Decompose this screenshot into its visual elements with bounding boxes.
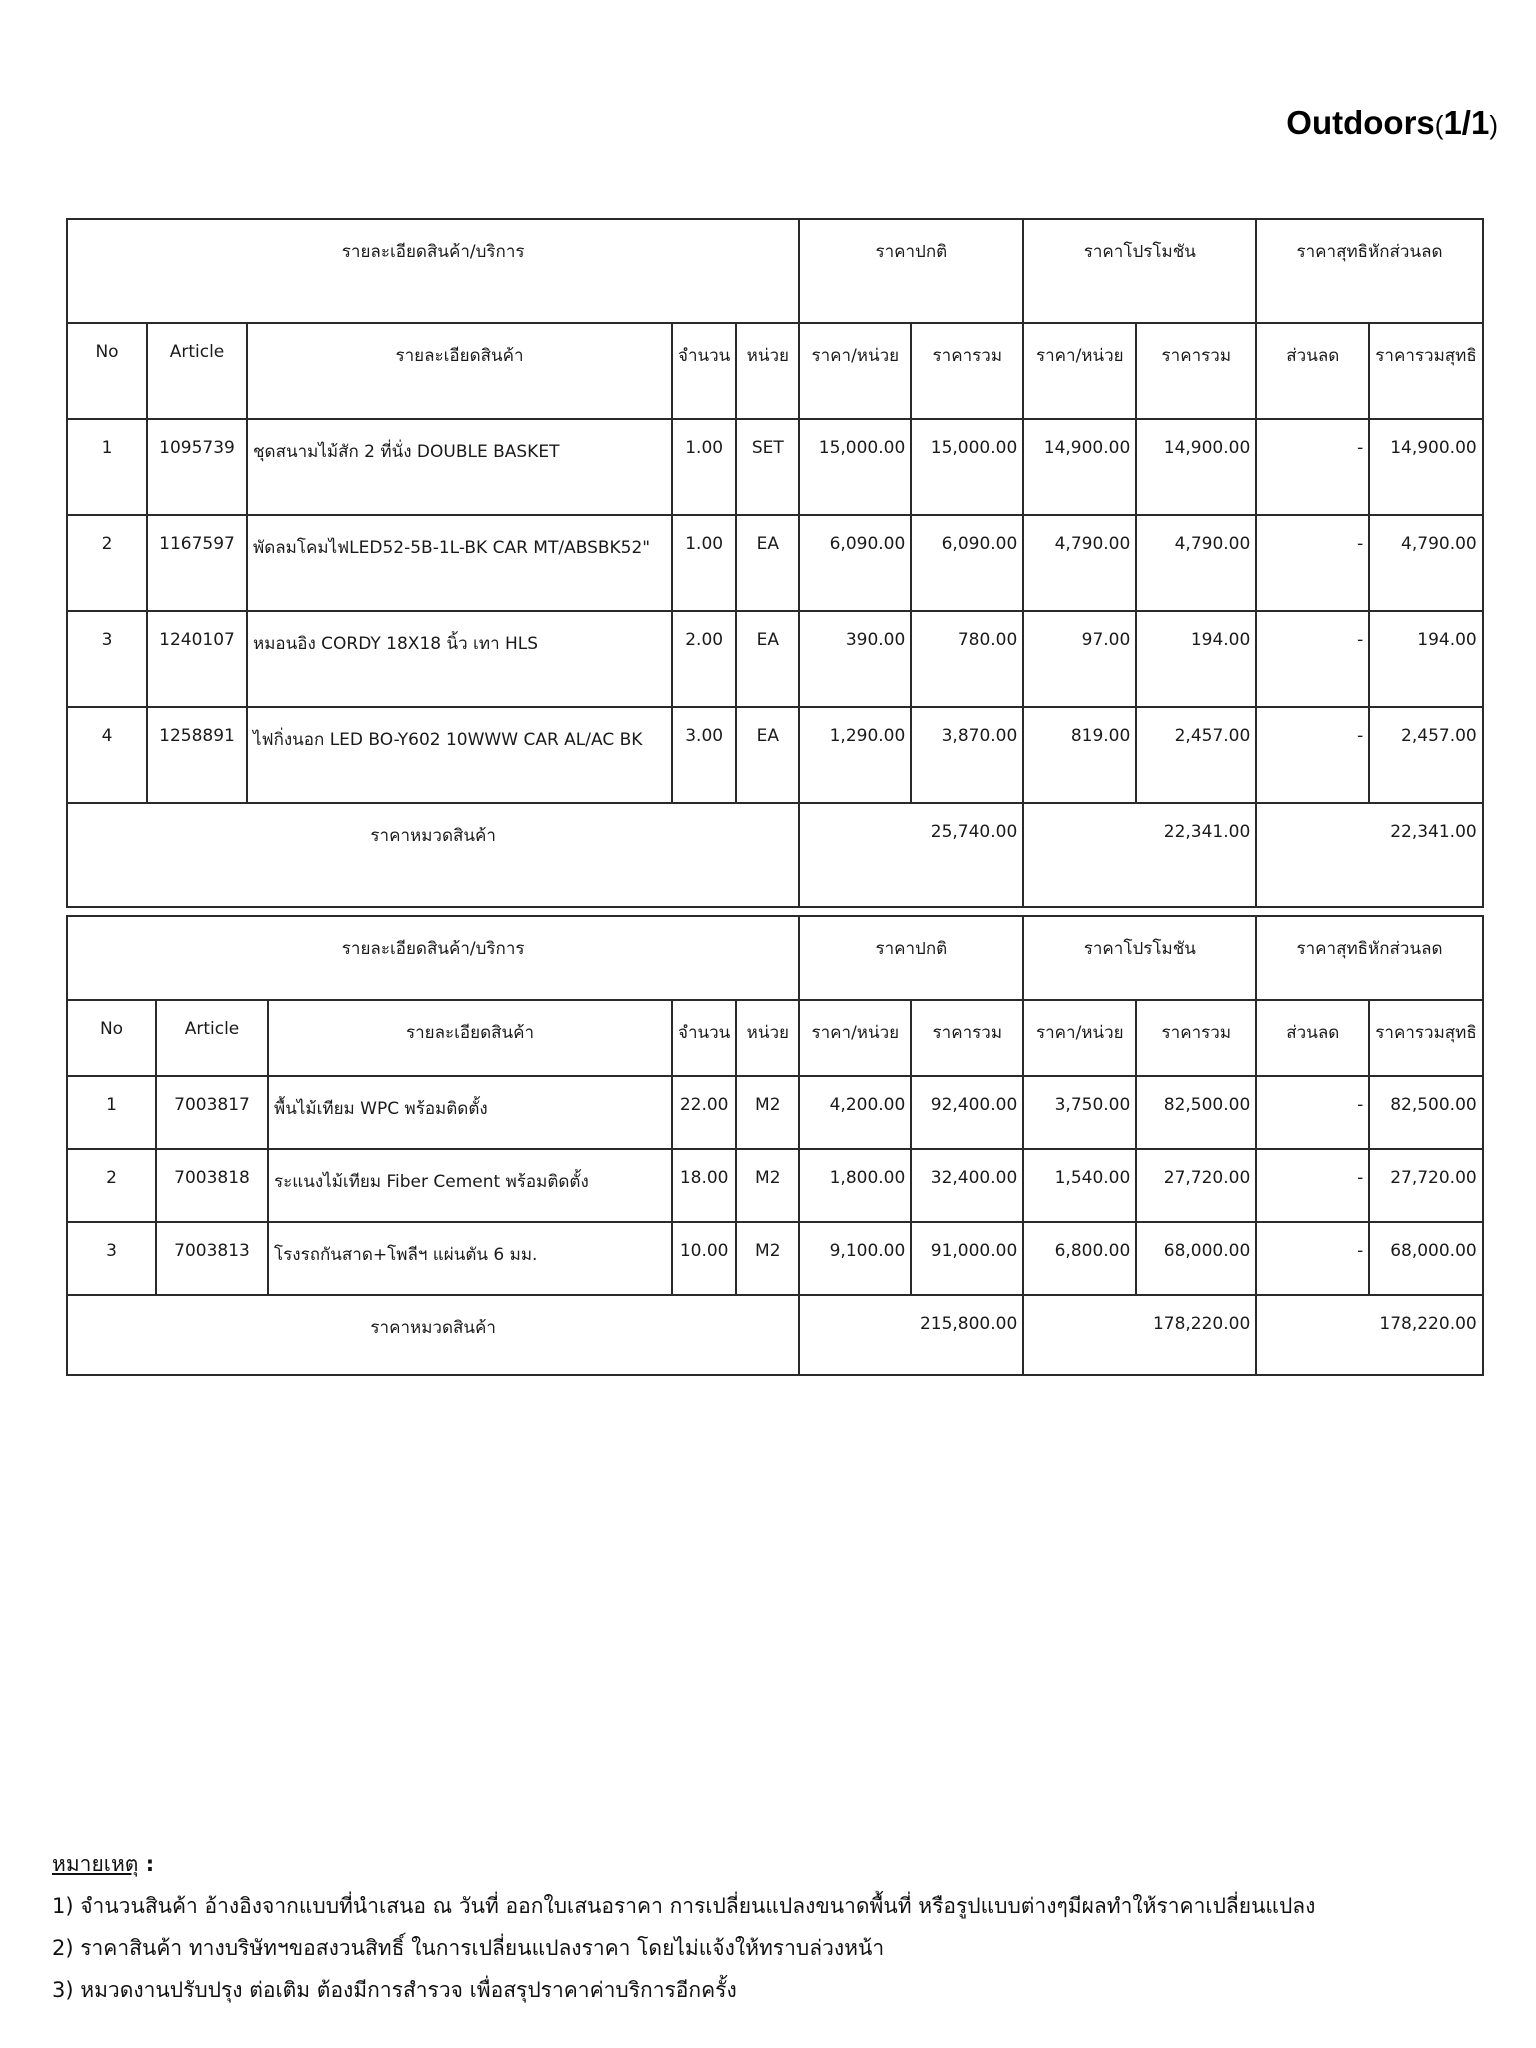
- quote-table-section-1: [66, 218, 1484, 908]
- cell-total: 780.00: [911, 611, 1023, 707]
- subtotal-label: ราคาหมวดสินค้า: [67, 1295, 799, 1375]
- cell-no: 2: [67, 1149, 156, 1222]
- title-text: Outdoors: [1286, 104, 1435, 141]
- cell-article: 1095739: [147, 419, 247, 515]
- note-item-3: 3) หมวดงานปรับปรุง ต่อเติม ต้องมีการสำรวจ เพื่อสรุปราคาค่าบริการอีกครั้ง: [52, 1978, 737, 2002]
- subtotal-row: [67, 803, 1483, 907]
- cell-unit: EA: [736, 515, 799, 611]
- notes-title: หมายเหตุ: [52, 1852, 139, 1876]
- cell-discount: -: [1256, 419, 1369, 515]
- cell-discount: -: [1256, 515, 1369, 611]
- col-header-net-total: ราคารวมสุทธิ: [1369, 1000, 1482, 1076]
- cell-article: 7003817: [156, 1076, 268, 1149]
- table-row: [67, 1149, 1483, 1222]
- col-header-no: No: [67, 1000, 156, 1076]
- group-header-net-price: ราคาสุทธิหักส่วนลด: [1256, 916, 1482, 1000]
- cell-description: ระแนงไม้เทียม Fiber Cement พร้อมติดตั้ง: [268, 1149, 672, 1222]
- col-header-article: Article: [147, 323, 247, 419]
- cell-total: 6,090.00: [911, 515, 1023, 611]
- cell-unit: EA: [736, 611, 799, 707]
- cell-net-total: 27,720.00: [1369, 1149, 1482, 1222]
- cell-net-total: 82,500.00: [1369, 1076, 1482, 1149]
- group-header-row: [67, 916, 1483, 1000]
- subtotal-normal-price: 215,800.00: [799, 1295, 1023, 1375]
- subtotal-label: ราคาหมวดสินค้า: [67, 803, 799, 907]
- table-row: [67, 1222, 1483, 1295]
- cell-unit: M2: [736, 1222, 799, 1295]
- col-header-net-total: ราคารวมสุทธิ: [1369, 323, 1482, 419]
- group-header-net-price: ราคาสุทธิหักส่วนลด: [1256, 219, 1482, 323]
- cell-discount: -: [1256, 707, 1369, 803]
- cell-promo-unit-price: 4,790.00: [1023, 515, 1136, 611]
- cell-article: 1167597: [147, 515, 247, 611]
- cell-no: 1: [67, 1076, 156, 1149]
- col-header-discount: ส่วนลด: [1256, 1000, 1369, 1076]
- col-header-promo-total: ราคารวม: [1136, 1000, 1256, 1076]
- cell-unit: SET: [736, 419, 799, 515]
- col-header-promo-unit-price: ราคา/หน่วย: [1023, 1000, 1136, 1076]
- page-title: [1286, 104, 1498, 142]
- col-header-total: ราคารวม: [911, 1000, 1023, 1076]
- col-header-article: Article: [156, 1000, 268, 1076]
- group-header-row: [67, 219, 1483, 323]
- table-row: [67, 707, 1483, 803]
- cell-promo-unit-price: 14,900.00: [1023, 419, 1136, 515]
- cell-promo-total: 68,000.00: [1136, 1222, 1256, 1295]
- cell-net-total: 194.00: [1369, 611, 1482, 707]
- cell-promo-unit-price: 6,800.00: [1023, 1222, 1136, 1295]
- cell-promo-total: 2,457.00: [1136, 707, 1256, 803]
- cell-qty: 1.00: [672, 515, 736, 611]
- table-row: [67, 419, 1483, 515]
- col-header-qty: จำนวน: [672, 1000, 736, 1076]
- note-item-2: 2) ราคาสินค้า ทางบริษัทฯขอสงวนสิทธิ์ ในการเปลี่ยนแปลงราคา โดยไม่แจ้งให้ทราบล่วงหน้า: [52, 1936, 885, 1960]
- cell-total: 92,400.00: [911, 1076, 1023, 1149]
- cell-promo-unit-price: 3,750.00: [1023, 1076, 1136, 1149]
- col-header-no: No: [67, 323, 147, 419]
- cell-article: 7003813: [156, 1222, 268, 1295]
- cell-promo-total: 27,720.00: [1136, 1149, 1256, 1222]
- cell-unit: M2: [736, 1149, 799, 1222]
- cell-unit: EA: [736, 707, 799, 803]
- cell-discount: -: [1256, 1222, 1369, 1295]
- subtotal-promo-price: 178,220.00: [1023, 1295, 1256, 1375]
- cell-no: 3: [67, 611, 147, 707]
- col-header-description: รายละเอียดสินค้า: [247, 323, 672, 419]
- cell-qty: 10.00: [672, 1222, 736, 1295]
- cell-total: 3,870.00: [911, 707, 1023, 803]
- col-header-unit: หน่วย: [736, 1000, 799, 1076]
- cell-total: 15,000.00: [911, 419, 1023, 515]
- col-header-total: ราคารวม: [911, 323, 1023, 419]
- cell-promo-total: 14,900.00: [1136, 419, 1256, 515]
- column-header-row: [67, 1000, 1483, 1076]
- col-header-promo-unit-price: ราคา/หน่วย: [1023, 323, 1136, 419]
- notes-section: [52, 1843, 1315, 2011]
- subtotal-net-price: 178,220.00: [1256, 1295, 1482, 1375]
- cell-unit-price: 390.00: [799, 611, 911, 707]
- cell-net-total: 2,457.00: [1369, 707, 1482, 803]
- cell-promo-total: 194.00: [1136, 611, 1256, 707]
- subtotal-normal-price: 25,740.00: [799, 803, 1023, 907]
- cell-unit-price: 1,290.00: [799, 707, 911, 803]
- cell-promo-unit-price: 819.00: [1023, 707, 1136, 803]
- subtotal-promo-price: 22,341.00: [1023, 803, 1256, 907]
- cell-unit: M2: [736, 1076, 799, 1149]
- col-header-unit-price: ราคา/หน่วย: [799, 1000, 911, 1076]
- group-header-normal-price: ราคาปกติ: [799, 916, 1023, 1000]
- cell-no: 1: [67, 419, 147, 515]
- cell-description: โรงรถกันสาด+โพลีฯ แผ่นตัน 6 มม.: [268, 1222, 672, 1295]
- quote-table-section-2: [66, 915, 1484, 1376]
- cell-unit-price: 4,200.00: [799, 1076, 911, 1149]
- subtotal-net-price: 22,341.00: [1256, 803, 1482, 907]
- subtotal-row: [67, 1295, 1483, 1375]
- col-header-description: รายละเอียดสินค้า: [268, 1000, 672, 1076]
- notes-heading: [52, 1843, 1315, 1885]
- cell-net-total: 14,900.00: [1369, 419, 1482, 515]
- note-item-1: 1) จำนวนสินค้า อ้างอิงจากแบบที่นำเสนอ ณ วันที่ ออกใบเสนอราคา การเปลี่ยนแปลงขนาดพื้นที่ หรือรูปแบบต่างๆมีผลทำให้ราคาเปลี่ยนแปลง: [52, 1894, 1316, 1918]
- cell-total: 91,000.00: [911, 1222, 1023, 1295]
- title-paren-open: (: [1434, 110, 1444, 140]
- group-header-normal-price: ราคาปกติ: [799, 219, 1023, 323]
- col-header-unit-price: ราคา/หน่วย: [799, 323, 911, 419]
- group-header-promo-price: ราคาโปรโมชัน: [1023, 916, 1256, 1000]
- cell-unit-price: 9,100.00: [799, 1222, 911, 1295]
- cell-discount: -: [1256, 611, 1369, 707]
- cell-qty: 18.00: [672, 1149, 736, 1222]
- cell-unit-price: 15,000.00: [799, 419, 911, 515]
- col-header-discount: ส่วนลด: [1256, 323, 1369, 419]
- cell-article: 7003818: [156, 1149, 268, 1222]
- cell-qty: 1.00: [672, 419, 736, 515]
- column-header-row: [67, 323, 1483, 419]
- cell-description: หมอนอิง CORDY 18X18 นิ้ว เทา HLS: [247, 611, 672, 707]
- col-header-promo-total: ราคารวม: [1136, 323, 1256, 419]
- cell-qty: 3.00: [672, 707, 736, 803]
- cell-promo-unit-price: 97.00: [1023, 611, 1136, 707]
- cell-qty: 22.00: [672, 1076, 736, 1149]
- cell-net-total: 4,790.00: [1369, 515, 1482, 611]
- cell-qty: 2.00: [672, 611, 736, 707]
- cell-article: 1258891: [147, 707, 247, 803]
- col-header-unit: หน่วย: [736, 323, 799, 419]
- cell-unit-price: 6,090.00: [799, 515, 911, 611]
- cell-promo-unit-price: 1,540.00: [1023, 1149, 1136, 1222]
- group-header-details: รายละเอียดสินค้า/บริการ: [67, 916, 799, 1000]
- title-page-number: 1/1: [1443, 104, 1490, 141]
- cell-no: 4: [67, 707, 147, 803]
- cell-description: ไฟกิ่งนอก LED BO-Y602 10WWW CAR AL/AC BK: [247, 707, 672, 803]
- cell-no: 2: [67, 515, 147, 611]
- cell-promo-total: 4,790.00: [1136, 515, 1256, 611]
- notes-colon: :: [138, 1852, 155, 1876]
- cell-unit-price: 1,800.00: [799, 1149, 911, 1222]
- cell-total: 32,400.00: [911, 1149, 1023, 1222]
- group-header-promo-price: ราคาโปรโมชัน: [1023, 219, 1256, 323]
- cell-description: พัดลมโคมไฟLED52-5B-1L-BK CAR MT/ABSBK52": [247, 515, 672, 611]
- table-row: [67, 515, 1483, 611]
- cell-description: ชุดสนามไม้สัก 2 ที่นั่ง DOUBLE BASKET: [247, 419, 672, 515]
- table-row: [67, 1076, 1483, 1149]
- cell-discount: -: [1256, 1076, 1369, 1149]
- title-paren-close: ): [1489, 110, 1498, 140]
- cell-description: พื้นไม้เทียม WPC พร้อมติดตั้ง: [268, 1076, 672, 1149]
- col-header-qty: จำนวน: [672, 323, 736, 419]
- cell-net-total: 68,000.00: [1369, 1222, 1482, 1295]
- cell-article: 1240107: [147, 611, 247, 707]
- group-header-details: รายละเอียดสินค้า/บริการ: [67, 219, 799, 323]
- cell-discount: -: [1256, 1149, 1369, 1222]
- table-row: [67, 611, 1483, 707]
- cell-no: 3: [67, 1222, 156, 1295]
- cell-promo-total: 82,500.00: [1136, 1076, 1256, 1149]
